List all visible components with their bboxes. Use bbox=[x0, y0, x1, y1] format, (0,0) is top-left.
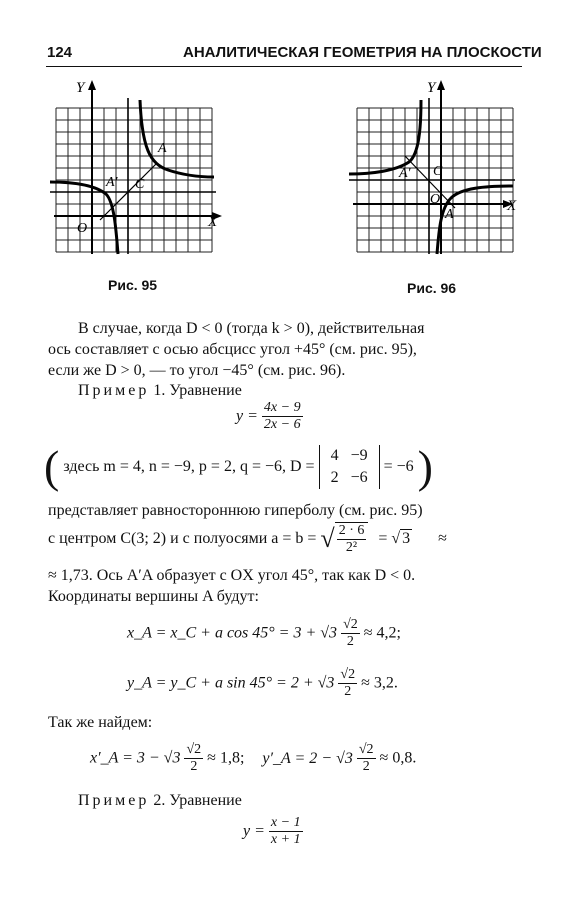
page-number: 124 bbox=[47, 44, 73, 61]
fig96-aprime-label: A′ bbox=[399, 166, 411, 181]
formula-text: y_A = y_C + a sin 45° = 2 + √3 bbox=[127, 674, 335, 692]
formula-primes bbox=[90, 742, 416, 775]
fraction bbox=[341, 617, 360, 650]
denominator: 2 bbox=[344, 684, 352, 699]
sqrt3: √ 3 bbox=[391, 530, 411, 547]
fraction bbox=[338, 667, 357, 700]
fig96-a-label: A bbox=[445, 207, 454, 222]
fig96-branch-upper bbox=[349, 100, 421, 174]
fig95-o-label: O bbox=[77, 221, 88, 236]
text-line: ≈ 1,73. Ось A′A образует с OX угол 45°, так как D < 0. bbox=[48, 567, 416, 584]
eq-fraction bbox=[269, 815, 303, 848]
det-cell: 4 bbox=[330, 447, 339, 464]
paren-open: ( bbox=[44, 441, 60, 492]
denominator: 2x − 6 bbox=[263, 417, 301, 432]
det-result: = −6 bbox=[383, 458, 414, 475]
formula-result: ≈ 0,8. bbox=[379, 749, 417, 767]
example-text: 1. Уравнение bbox=[153, 382, 242, 399]
approx: ≈ bbox=[438, 530, 447, 547]
fig96-c-label: C bbox=[433, 164, 443, 179]
text-line: если же D > 0, — то угол −45° (см. рис. 96). bbox=[48, 362, 346, 379]
formula-result: ≈ 3,2. bbox=[361, 674, 398, 692]
formula-xa bbox=[127, 617, 401, 650]
denominator: 2 bbox=[190, 759, 198, 774]
text-span: с центром C(3; 2) и с полуосями a = b = bbox=[48, 530, 317, 547]
fig95-aprime-label: A′ bbox=[106, 175, 118, 190]
denominator: 2² bbox=[345, 540, 358, 555]
equation-2 bbox=[243, 815, 303, 848]
text-line: ось составляет с осью абсцисс угол +45° (см. рис. 95), bbox=[48, 341, 417, 358]
formula-text: x_A = x_C + a cos 45° = 3 + √3 bbox=[127, 624, 338, 642]
figure-95-caption: Рис. 95 bbox=[108, 277, 158, 293]
numerator: 2 · 6 bbox=[338, 523, 365, 538]
denominator: x + 1 bbox=[270, 832, 301, 847]
determinant bbox=[319, 445, 380, 489]
denominator: 2 bbox=[346, 634, 354, 649]
radicand: 3 bbox=[402, 530, 411, 547]
denominator: 2 bbox=[362, 759, 370, 774]
eq-fraction bbox=[262, 400, 303, 433]
numerator: √2 bbox=[186, 742, 202, 757]
text-line: Так же найдем: bbox=[48, 714, 153, 731]
fig96-o-label: O bbox=[430, 192, 441, 207]
running-title: АНАЛИТИЧЕСКАЯ ГЕОМЕТРИЯ НА ПЛОСКОСТИ bbox=[183, 44, 542, 61]
example-2-heading bbox=[48, 790, 522, 811]
paren-close: ) bbox=[417, 441, 433, 492]
equals: = bbox=[378, 530, 388, 547]
parameters-line bbox=[44, 441, 433, 492]
figure-96 bbox=[345, 78, 525, 263]
formula-result: ≈ 1,8; bbox=[207, 749, 245, 767]
fig96-y-label: Y bbox=[427, 80, 436, 96]
numerator: x − 1 bbox=[270, 815, 301, 830]
det-cell: −9 bbox=[350, 447, 368, 464]
formula-ya bbox=[127, 667, 398, 700]
semiaxes-line bbox=[48, 522, 447, 556]
eq-lhs: y = bbox=[243, 822, 265, 840]
numerator: 4x − 9 bbox=[263, 400, 301, 415]
example-label: Пример bbox=[78, 792, 150, 809]
fraction bbox=[184, 742, 203, 775]
fig95-a-label: A bbox=[158, 141, 167, 156]
text-line: В случае, когда D < 0 (тогда k > 0), действительная bbox=[78, 320, 425, 337]
paragraph-orientation bbox=[48, 318, 522, 381]
sqrt-symbol: √ bbox=[320, 524, 335, 553]
fig95-c-label: C bbox=[135, 177, 145, 192]
fig96-asymptotes bbox=[349, 98, 515, 254]
equation-1 bbox=[236, 400, 303, 433]
params-text: здесь m = 4, n = −9, p = 2, q = −6, D = bbox=[63, 458, 315, 475]
numerator: √2 bbox=[358, 742, 374, 757]
fig95-branch-upper bbox=[140, 100, 214, 177]
figure-95 bbox=[46, 78, 226, 263]
paragraph-axis bbox=[48, 565, 522, 607]
fraction bbox=[357, 742, 376, 775]
example-1-heading bbox=[48, 380, 522, 401]
det-cell: −6 bbox=[350, 469, 368, 486]
figure-96-caption: Рис. 96 bbox=[407, 280, 457, 296]
formula-result: ≈ 4,2; bbox=[363, 624, 401, 642]
text-line: представляет равностороннюю гиперболу (см. рис. 95) bbox=[48, 502, 423, 519]
formula-text: y′_A = 2 − √3 bbox=[262, 749, 353, 767]
fig96-x-label: X bbox=[507, 198, 517, 214]
numerator: √2 bbox=[340, 667, 356, 682]
eq-lhs: y = bbox=[236, 407, 258, 425]
sqrt-fraction bbox=[335, 522, 369, 556]
numerator: √2 bbox=[343, 617, 358, 632]
det-cell: 2 bbox=[330, 469, 339, 486]
fig95-y-label: Y bbox=[76, 80, 85, 96]
example-text: 2. Уравнение bbox=[153, 792, 242, 809]
fig95-x-label: X bbox=[208, 214, 218, 230]
example-label: Пример bbox=[78, 382, 150, 399]
fig95-branch-lower bbox=[50, 182, 118, 254]
text-line: Координаты вершины A будут: bbox=[48, 588, 259, 605]
header-rule bbox=[46, 66, 522, 67]
formula-text: x′_A = 3 − √3 bbox=[90, 749, 181, 767]
